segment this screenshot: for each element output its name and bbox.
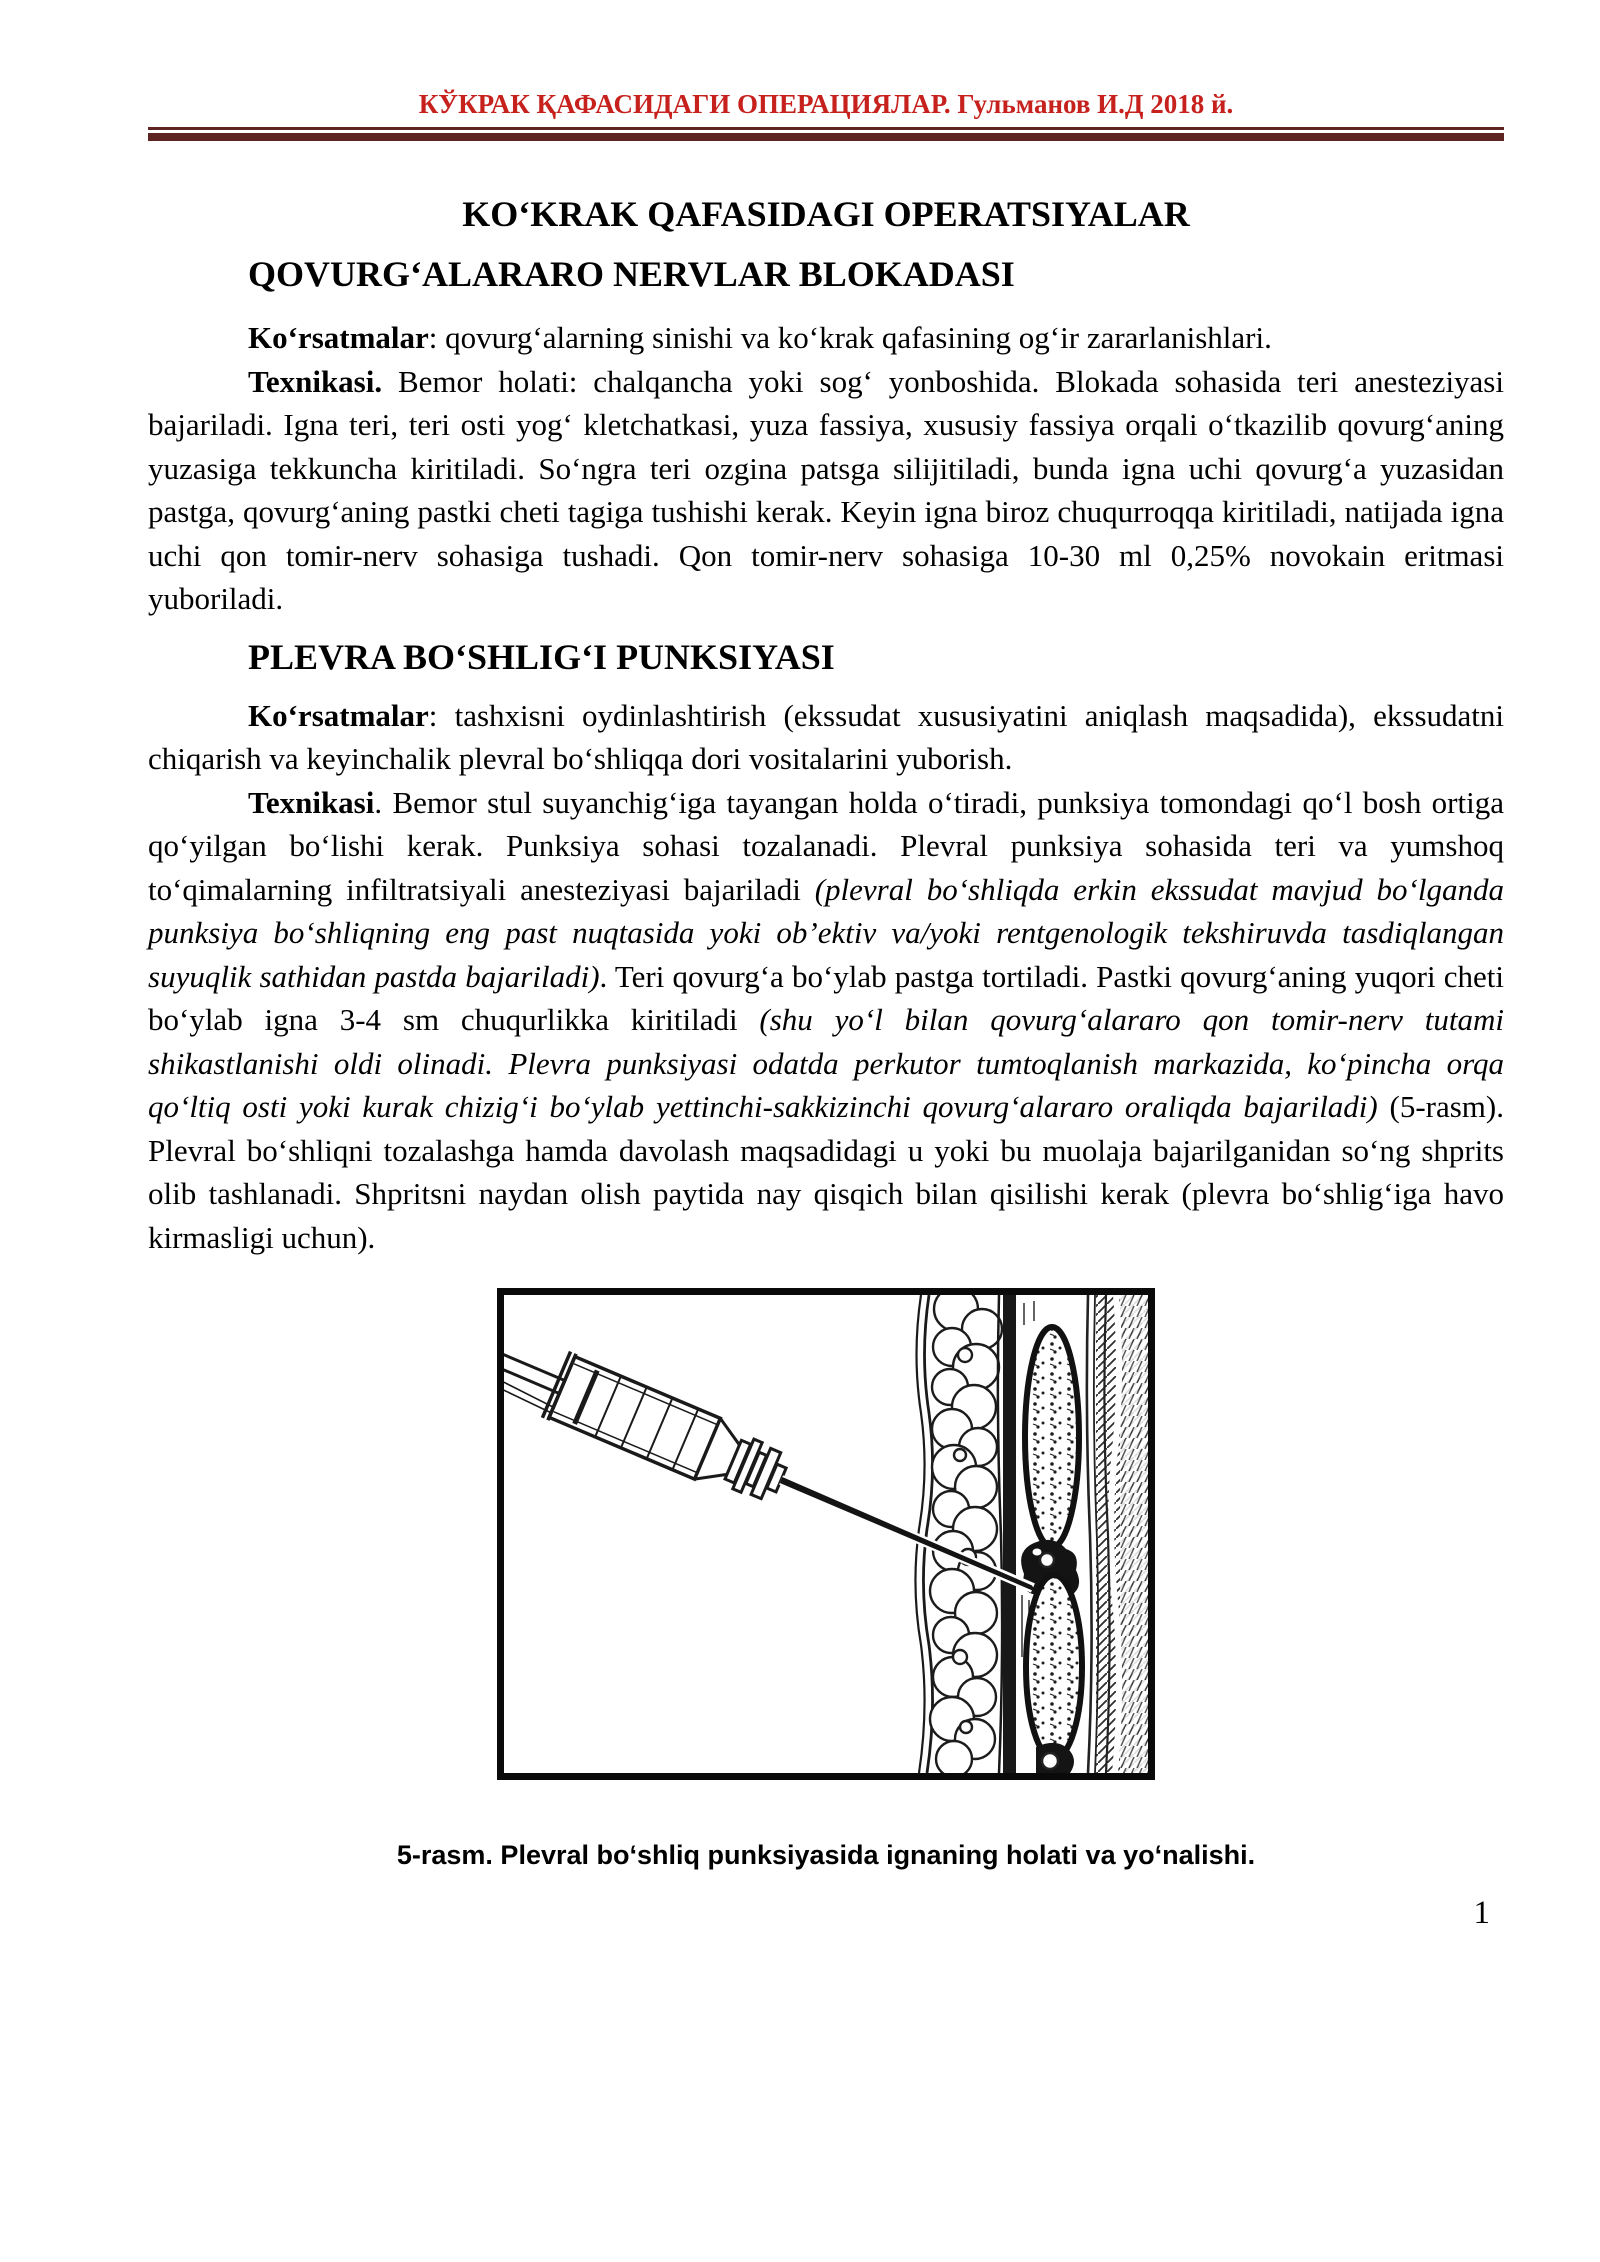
text-run: . Teri qovurg‘a bo‘ylab pastga tortiladi. Pastki qovurg‘aning yuqori cheti bo‘ylab igna 3-4 sm chuqurlikka kiritiladi (148, 958, 1504, 1037)
running-header (148, 0, 1504, 141)
chest-wall-illustration (915, 1295, 1148, 1773)
text-run: Texnikasi (248, 784, 375, 820)
page-content (148, 191, 1504, 1932)
text-run: (plevral bo‘shliqda erkin ekssudat mavjud bo‘lganda punksiya bo‘shliqning eng past nuqtasida yoki ob’ektiv va/yoki rentgenologik tekshiruvda tasdiqlangan suyuqlik sathidan pastda bajariladi) (148, 871, 1504, 994)
section-heading-nerve-block: QOVURG‘ALARARO NERVLAR BLOKADASI (248, 254, 1015, 294)
section-heading-pleural-puncture: PLEVRA BO‘SHLIG‘I PUNKSIYASI (248, 636, 835, 677)
page-title: KO‘KRAK QAFASIDAGI OPERATSIYALAR (462, 194, 1190, 234)
text-run: : qovurg‘alarning sinishi va ko‘krak qafasining og‘ir zararlanishlari. (428, 320, 1272, 355)
figure-frame (497, 1288, 1155, 1780)
upper-rib (1025, 1327, 1079, 1547)
text-run: (5-rasm). Plevral bo‘shliqni tozalashga hamda davolash maqsadidagi u yoki bu muolaja bajarilganidan so‘ng shprits olib tashlanadi. Shpritsni naydan olish paytida nay qisqich bilan qisilishi kerak (plevra bo‘shlig‘iga havo kirmasligi uchun). (148, 1089, 1504, 1255)
text-run: : tashxisni oydinlashtirish (ekssudat xususiyatini aniqlash maqsadida), ekssudatni chiqarish va keyinchalik plevral bo‘shliqqa dori vositalarini yuborish. (148, 697, 1504, 776)
fat-lobules (930, 1295, 1002, 1773)
paragraph-technique-2 (148, 781, 1504, 1260)
text-run: Texnikasi. (248, 363, 383, 399)
text-run: Bemor holati: chalqancha yoki sog‘ yonboshida. Blokada sohasida teri anesteziyasi bajariladi. Igna teri, teri osti yog‘ kletchatkasi, yuza fassiya, xususiy fassiya orqali o‘tkazilib qovurg‘aning yuzasiga tekkuncha kiritiladi. So‘ngra teri ozgina patsga silijitiladi, bunda igna uchi qovurg‘a yuzasidan pastga, qovurg‘aning pastki cheti tagiga tushishi kerak. Keyin igna biroz chuqurroqqa kiritiladi, natijada igna uchi qon tomir-nerv sohasiga tushadi. Qon tomir-nerv sohasiga 10-30 ml 0,25% novokain eritmasi yuboriladi. (148, 363, 1504, 616)
paragraph-indications-2 (148, 694, 1504, 781)
text-run: Ko‘rsatmalar (248, 697, 429, 733)
text-run: (shu yo‘l bilan qovurg‘alararo qon tomir-nerv tutami shikastlanishi oldi olinadi. Plevra punksiyasi odatda perkutor tumtoqlanish markazida, ko‘pincha orqa qo‘ltiq osti yoki kurak chizig‘i bo‘ylab yettinchi-sakkizinchi qovurg‘alararo oraliqda bajariladi) (148, 1002, 1504, 1124)
text-run: Ko‘rsatmalar (248, 320, 429, 355)
paragraph-technique-1 (148, 360, 1504, 621)
paragraph-indications-1 (148, 316, 1504, 360)
lower-rib (1026, 1575, 1082, 1759)
text-run: . Bemor stul suyanchig‘iga tayangan holda o‘tiradi, punksiya tomondagi qo‘l bosh ortiga qo‘yilgan bo‘lishi kerak. Punksiya sohasi tozalanadi. Plevral punksiya sohasida teri va yumshoq to‘qimalarning infiltratsiyali anesteziyasi bajariladi (148, 784, 1504, 907)
figure-illustration (504, 1295, 1148, 1773)
figure-caption: 5-rasm. Plevral bo‘shliq punksiyasida ignaning holati va yo‘nalishi. (396, 1840, 1256, 1870)
figure-block (148, 1288, 1504, 1871)
page-number: 1 (1473, 1895, 1490, 1931)
running-header-text: КЎКРАК ҚАФАСИДАГИ ОПЕРАЦИЯЛАР. Гульманов И.Д 2018 й. (418, 89, 1234, 119)
header-double-rule (148, 127, 1504, 141)
header-rule-thick (148, 133, 1504, 141)
